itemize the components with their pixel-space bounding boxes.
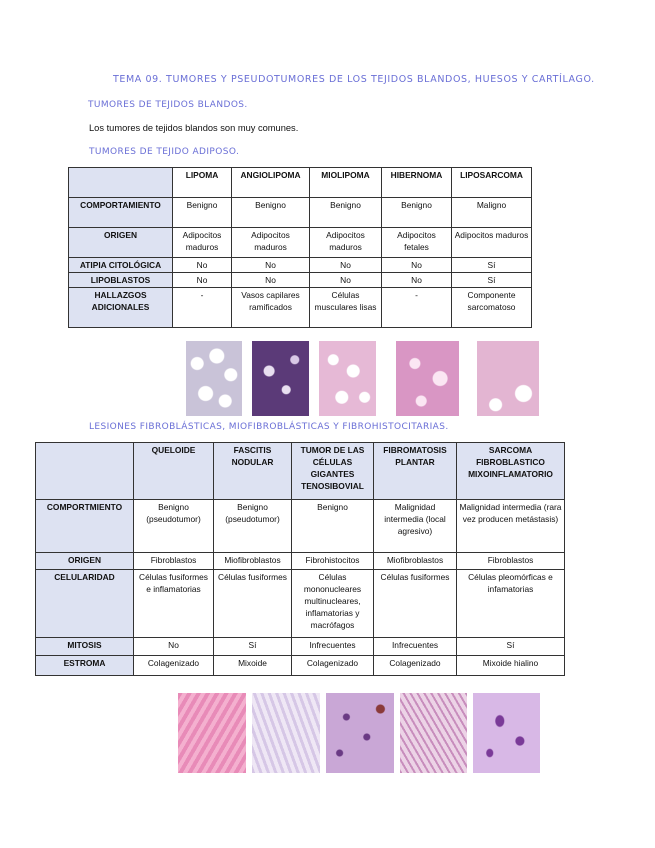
table2-corner	[36, 443, 134, 500]
table-cell: Benigno	[232, 198, 310, 228]
row-label: COMPORTMIENTO	[36, 500, 134, 553]
angiolipoma-micrograph	[252, 341, 309, 416]
table-cell: Infrecuentes	[292, 638, 374, 656]
tumor-celulas-gigantes-micrograph	[326, 693, 394, 773]
table-row	[69, 258, 532, 273]
table-cell: Colagenizado	[134, 656, 214, 676]
table-cell: Colagenizado	[292, 656, 374, 676]
fascitis-nodular-micrograph	[252, 693, 320, 773]
row-label: ESTROMA	[36, 656, 134, 676]
table1-header: HIBERNOMA	[382, 168, 452, 198]
table-cell: Fibroblastos	[457, 553, 565, 570]
table-cell: Colagenizado	[374, 656, 457, 676]
table-row	[69, 228, 532, 258]
table-row	[69, 288, 532, 328]
table-cell: Benigno	[310, 198, 382, 228]
table-cell: Mixoide hialino	[457, 656, 565, 676]
table-cell: Miofibroblastos	[214, 553, 292, 570]
table-cell: Benigno (pseudotumor)	[134, 500, 214, 553]
row-label: HALLAZGOS ADICIONALES	[69, 288, 173, 328]
table-cell: No	[310, 273, 382, 288]
table-cell: Adipocitos maduros	[173, 228, 232, 258]
section-heading-lesiones-fibroblasticas: LESIONES FIBROBLÁSTICAS, MIOFIBROBLÁSTICAS Y FIBROHISTOCITARIAS.	[89, 422, 449, 432]
table-row	[36, 500, 565, 553]
adipose-tumors-table	[68, 167, 532, 328]
table-cell: No	[232, 258, 310, 273]
row-label: ORIGEN	[69, 228, 173, 258]
table1-header: MIOLIPOMA	[310, 168, 382, 198]
table-cell: Benigno	[173, 198, 232, 228]
table2-header: QUELOIDE	[134, 443, 214, 500]
liposarcoma-micrograph	[477, 341, 539, 416]
table-cell: -	[382, 288, 452, 328]
table-cell: Fibrohistocitos	[292, 553, 374, 570]
table-cell: Adipocitos fetales	[382, 228, 452, 258]
table-row	[36, 553, 565, 570]
document-title: TEMA 09. TUMORES Y PSEUDOTUMORES DE LOS TEJIDOS BLANDOS, HUESOS Y CARTÍLAGO.	[113, 74, 595, 85]
table-cell: -	[173, 288, 232, 328]
table-cell: Sí	[452, 273, 532, 288]
table1-header: LIPOSARCOMA	[452, 168, 532, 198]
table-cell: Benigno	[382, 198, 452, 228]
table-cell: No	[173, 273, 232, 288]
table-cell: No	[232, 273, 310, 288]
table1-header: ANGIOLIPOMA	[232, 168, 310, 198]
table-cell: Miofibroblastos	[374, 553, 457, 570]
table-cell: Adipocitos maduros	[310, 228, 382, 258]
table-cell: Componente sarcomatoso	[452, 288, 532, 328]
table-cell: Benigno (pseudotumor)	[214, 500, 292, 553]
row-label: ORIGEN	[36, 553, 134, 570]
table-cell: Células musculares lisas	[310, 288, 382, 328]
table-row	[36, 570, 565, 638]
table-cell: Maligno	[452, 198, 532, 228]
miolipoma-micrograph	[319, 341, 376, 416]
row-label: ATIPIA CITOLÓGICA	[69, 258, 173, 273]
table-row	[69, 273, 532, 288]
table-cell: Sí	[452, 258, 532, 273]
table2-header: FASCITIS NODULAR	[214, 443, 292, 500]
table-cell: Células fusiformes	[214, 570, 292, 638]
table1-header: LIPOMA	[173, 168, 232, 198]
table-cell: Mixoide	[214, 656, 292, 676]
section-heading-tejidos-blandos: TUMORES DE TEJIDOS BLANDOS.	[88, 100, 248, 110]
fibroblastic-lesions-table	[35, 442, 565, 676]
table-cell: Sí	[214, 638, 292, 656]
table-cell: No	[173, 258, 232, 273]
table-cell: Células pleomórficas e infamatorias	[457, 570, 565, 638]
section-heading-tejido-adiposo: TUMORES DE TEJIDO ADIPOSO.	[89, 147, 240, 157]
table-cell: Infrecuentes	[374, 638, 457, 656]
table-cell: Células fusiformes	[374, 570, 457, 638]
row-label: COMPORTAMIENTO	[69, 198, 173, 228]
lipoma-micrograph	[186, 341, 242, 416]
table1-corner	[69, 168, 173, 198]
fibromatosis-plantar-micrograph	[400, 693, 467, 773]
table-cell: No	[382, 273, 452, 288]
intro-paragraph: Los tumores de tejidos blandos son muy comunes.	[89, 123, 299, 133]
table-cell: No	[134, 638, 214, 656]
table-cell: Malignidad intermedia (rara vez producen metástasis)	[457, 500, 565, 553]
queloide-micrograph	[178, 693, 246, 773]
table-cell: Fibroblastos	[134, 553, 214, 570]
table-cell: Benigno	[292, 500, 374, 553]
table2-header: FIBROMATOSIS PLANTAR	[374, 443, 457, 500]
row-label: LIPOBLASTOS	[69, 273, 173, 288]
sarcoma-fibroblastico-micrograph	[473, 693, 540, 773]
hibernoma-micrograph	[396, 341, 459, 416]
table2-header: SARCOMA FIBROBLASTICO MIXOINFLAMATORIO	[457, 443, 565, 500]
table2-header: TUMOR DE LAS CÉLULAS GIGANTES TENOSIBOVIAL	[292, 443, 374, 500]
table-row	[36, 656, 565, 676]
table-row	[36, 638, 565, 656]
row-label: MITOSIS	[36, 638, 134, 656]
table-cell: Adipocitos maduros	[452, 228, 532, 258]
table-row	[69, 198, 532, 228]
table-cell: Células fusiformes e inflamatorias	[134, 570, 214, 638]
table-cell: Adipocitos maduros	[232, 228, 310, 258]
table-cell: Células mononucleares multinucleares, inflamatorias y macrófagos	[292, 570, 374, 638]
table-cell: No	[310, 258, 382, 273]
row-label: CELULARIDAD	[36, 570, 134, 638]
table-cell: Vasos capilares ramificados	[232, 288, 310, 328]
table-cell: Malignidad intermedia (local agresivo)	[374, 500, 457, 553]
table-cell: No	[382, 258, 452, 273]
table-cell: Sí	[457, 638, 565, 656]
